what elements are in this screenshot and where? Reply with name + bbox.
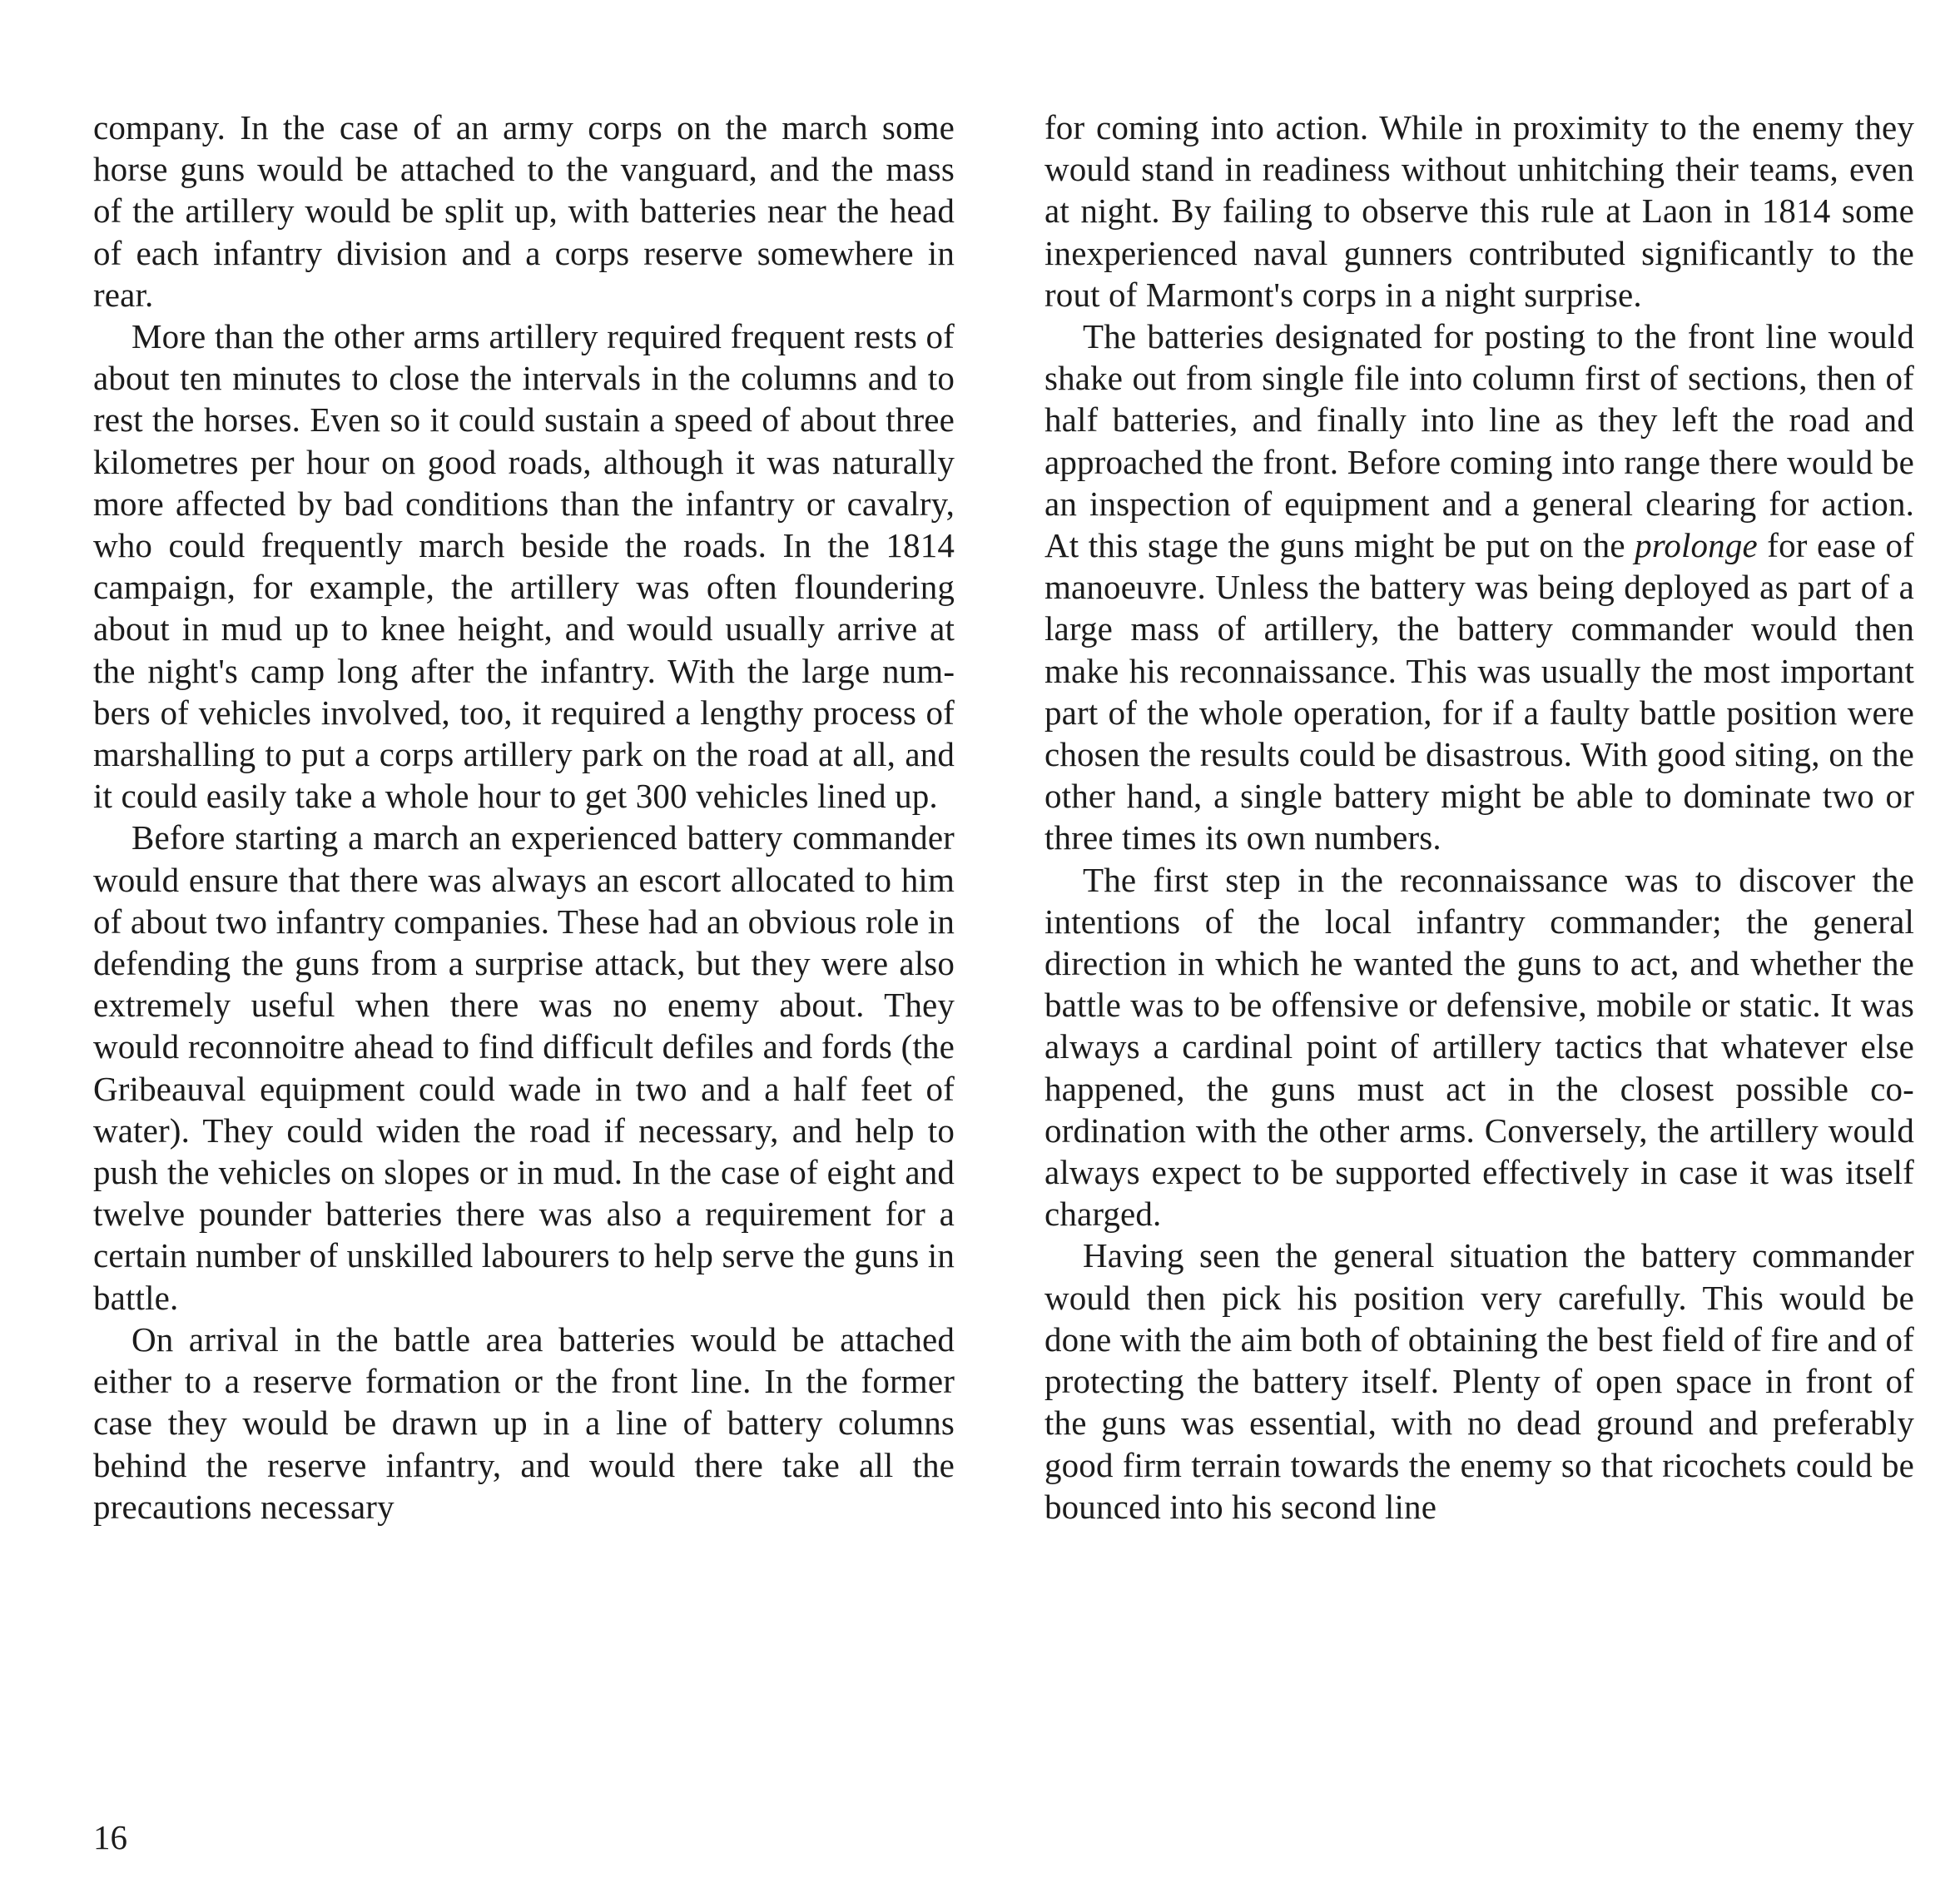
- right-paragraph-2-part-a: The batteries designated for posting to the front line would shake out from single file into column first of sections, then of half batteries, and finally into line as they left the road and approached the front. Before coming into range there would be an inspection of equipment and a general clearing for action. At this stage the guns might be put on the: [1045, 317, 1914, 565]
- left-paragraph-2: More than the other arms artillery required frequent rests of about ten minutes to close the intervals in the columns and to rest the horses. Even so it could sustain a speed of about three kilometres per hour on good roads, although it was naturally more affected by bad conditions than the infantry or cavalry, who could frequently march beside the roads. In the 1814 campaign, for example, the artillery was often floundering about in mud up to knee height, and would usually arrive at the night's camp long after the infantry. With the large numbers of vehicles involved, too, it required a lengthy process of marshalling to put a corps artillery park on the road at all, and it could easily take a whole hour to get 300 vehicles lined up.: [93, 317, 955, 816]
- right-paragraph-3: The first step in the reconnaissance was to discover the intentions of the local infantry commander; the general direction in which he wanted the guns to act, and whether the battle was to be offensive or defensive, mobile or static. It was always a cardinal point of artillery tactics that whatever else happened, the guns must act in the closest possible co-ordination with the other arms. Conversely, the artillery would always expect to be supported effectively in case it was itself charged.: [1045, 860, 1914, 1234]
- left-paragraph-4: On arrival in the battle area batteries would be attached either to a reserve formation or the front line. In the former case they would be drawn up in a line of battery columns behind the reserve infantry, and would there take all the precautions necessary: [93, 1319, 955, 1526]
- right-column: [1045, 107, 1914, 1528]
- left-column: [93, 107, 955, 1528]
- prolonge-term: prolonge: [1635, 526, 1758, 565]
- right-paragraph-1: for coming into action. While in proximity to the enemy they would stand in readiness without unhitching their teams, even at night. By failing to observe this rule at Laon in 1814 some inexperienced naval gunners contributed significantly to the rout of Marmont's corps in a night surprise.: [1045, 108, 1914, 314]
- right-paragraph-2-part-b: for ease of manoeuvre. Unless the battery was being deployed as part of a large mass of artillery, the battery commander would then make his reconnaissance. This was usually the most important part of the whole operation, for if a faulty battle position were chosen the results could be disastrous. With good siting, on the other hand, a single battery might be able to dominate two or three times its own numbers.: [1045, 526, 1914, 857]
- page-number: 16: [93, 1818, 127, 1856]
- right-paragraph-4: Having seen the general situation the battery commander would then pick his position very carefully. This would be done with the aim both of obtaining the best field of fire and of protecting the battery itself. Plenty of open space in front of the guns was essential, with no dead ground and preferably good firm terrain towards the enemy so that ricochets could be bounced into his second line: [1045, 1236, 1914, 1526]
- left-paragraph-3: Before starting a march an experienced battery commander would ensure that there was always an escort allocated to him of about two infantry companies. These had an obvious role in defending the guns from a surprise attack, but they were also extremely useful when there was no enemy about. They would reconnoitre ahead to find difficult defiles and fords (the Gribeauval equipment could wade in two and a half feet of water). They could widen the road if necessary, and help to push the vehicles on slopes or in mud. In the case of eight and twelve pounder batteries there was also a requirement for a certain number of unskilled labourers to help serve the guns in battle.: [93, 818, 955, 1317]
- left-paragraph-1: company. In the case of an army corps on the march some horse guns would be attached to the vanguard, and the mass of the artillery would be split up, with batteries near the head of each infantry division and a corps reserve somewhere in rear.: [93, 108, 955, 314]
- right-paragraph-2: [1045, 315, 1914, 859]
